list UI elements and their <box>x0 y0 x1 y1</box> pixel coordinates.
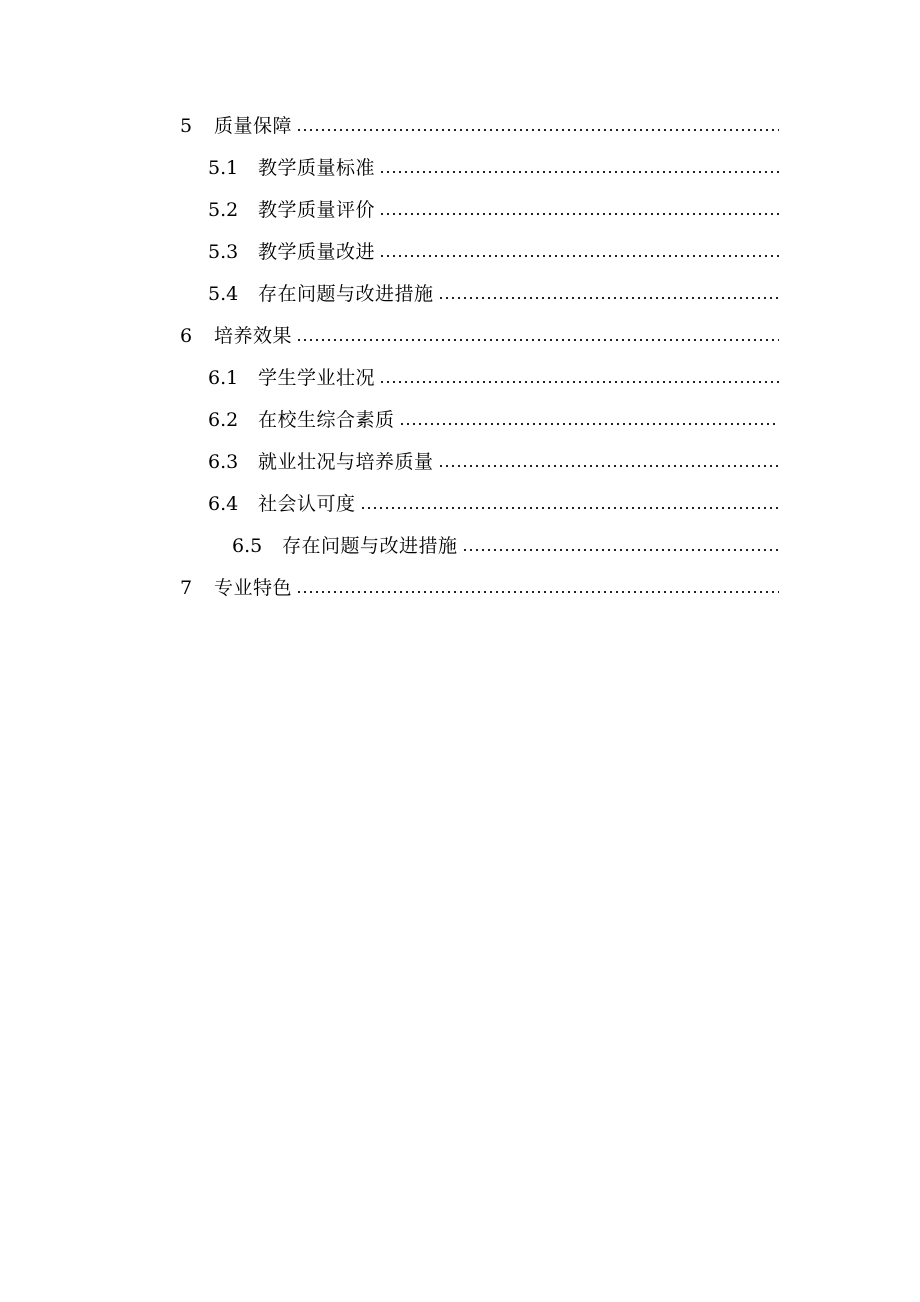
toc-number: 5.4 <box>208 283 239 305</box>
dot-leader <box>438 463 779 469</box>
toc-entry-6-3[interactable] <box>208 444 779 474</box>
toc-number: 6 <box>180 325 193 347</box>
toc-entry-5-2[interactable] <box>208 192 779 222</box>
toc-title: 教学质量评价 <box>258 199 376 221</box>
dot-leader <box>379 379 779 385</box>
toc-title: 教学质量改进 <box>258 241 376 263</box>
toc-entry-6-5[interactable] <box>232 528 779 558</box>
toc-entry-6-2[interactable] <box>208 402 779 432</box>
dot-leader <box>379 211 779 217</box>
toc-title: 学生学业壮况 <box>258 367 376 389</box>
toc-entry-5-1[interactable] <box>208 150 779 180</box>
toc-title: 社会认可度 <box>258 493 356 515</box>
toc-title: 存在问题与改进措施 <box>258 283 434 305</box>
toc-number: 5.1 <box>208 157 239 179</box>
toc-number: 6.2 <box>208 409 239 431</box>
toc-number: 6.1 <box>208 367 239 389</box>
dot-leader <box>438 295 779 301</box>
toc-title: 专业特色 <box>214 577 293 599</box>
toc-entry-7[interactable] <box>180 570 779 600</box>
toc-number: 7 <box>180 577 193 599</box>
toc-title: 质量保障 <box>214 115 293 137</box>
dot-leader <box>296 127 779 133</box>
toc-title: 教学质量标准 <box>258 157 376 179</box>
dot-leader <box>360 505 779 511</box>
toc-entry-6-4[interactable] <box>208 486 779 516</box>
toc-number: 5.2 <box>208 199 239 221</box>
toc-number: 5 <box>180 115 193 137</box>
toc-title: 存在问题与改进措施 <box>282 535 458 557</box>
toc-title: 在校生综合素质 <box>258 409 395 431</box>
toc-number: 6.5 <box>232 535 263 557</box>
toc-title: 培养效果 <box>214 325 293 347</box>
dot-leader <box>296 589 779 595</box>
toc-entry-6-1[interactable] <box>208 360 779 390</box>
toc-entry-5[interactable] <box>180 108 779 138</box>
toc-entry-6[interactable] <box>180 318 779 348</box>
toc-entry-5-3[interactable] <box>208 234 779 264</box>
dot-leader <box>379 253 779 259</box>
dot-leader <box>399 421 779 427</box>
dot-leader <box>379 169 779 175</box>
toc-number: 6.3 <box>208 451 239 473</box>
toc-number: 5.3 <box>208 241 239 263</box>
toc-number: 6.4 <box>208 493 239 515</box>
dot-leader <box>462 547 779 553</box>
dot-leader <box>296 337 779 343</box>
toc-entry-5-4[interactable] <box>208 276 779 306</box>
toc-title: 就业壮况与培养质量 <box>258 451 434 473</box>
